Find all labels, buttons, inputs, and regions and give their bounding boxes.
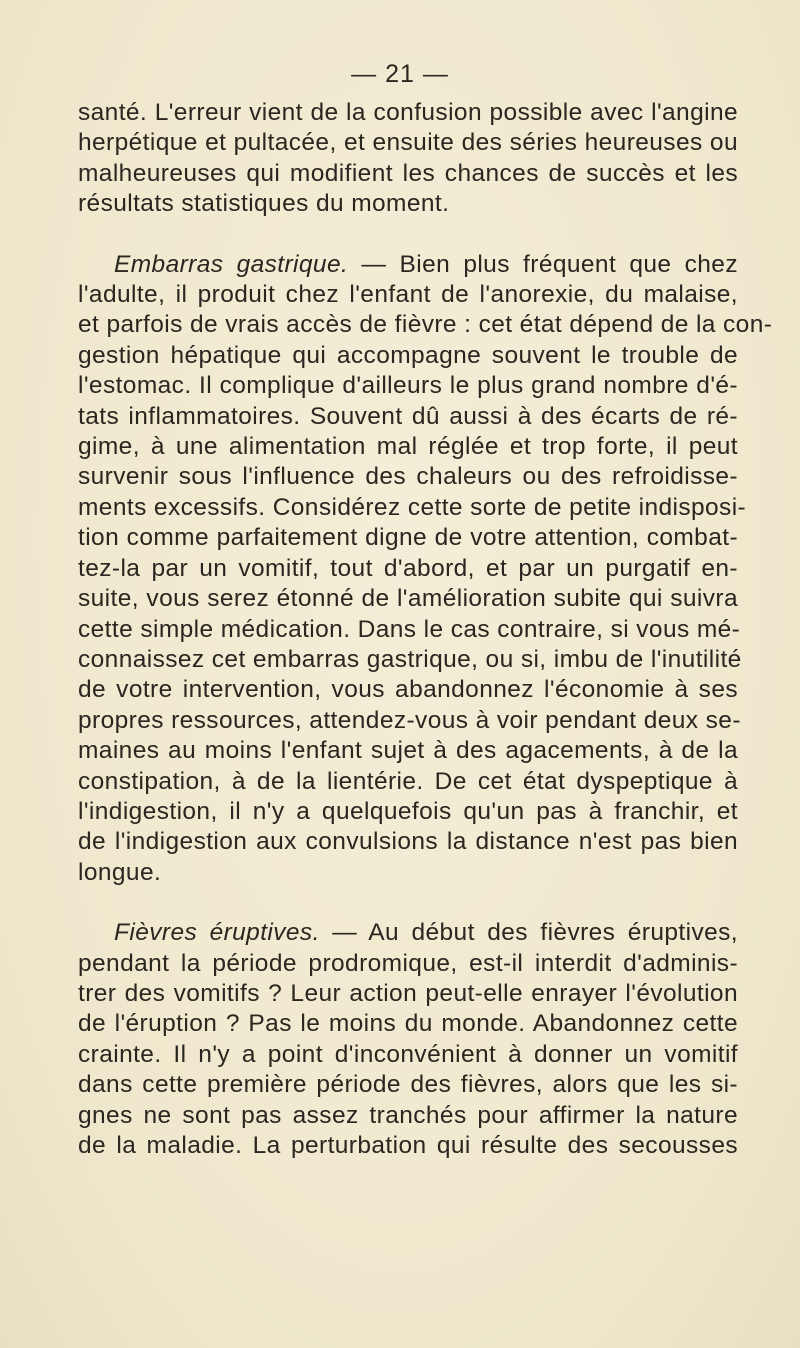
text-line: cette simple médication. Dans le cas contraire, si vous mé- bbox=[78, 615, 741, 643]
text-line-rest: — Bien plus fréquent que chez bbox=[348, 250, 738, 278]
text-line: gestion hépatique qui accompagne souvent le trouble de bbox=[78, 341, 738, 369]
text-line: tats inflammatoires. Souvent dû aussi à des écarts de ré- bbox=[78, 402, 738, 430]
section-title-embarras-gastrique: Embarras gastrique. bbox=[114, 250, 349, 278]
text-line: l'adulte, il produit chez l'enfant de l'anorexie, du malaise, bbox=[78, 281, 738, 309]
text-line: dans cette première période des fièvres, alors que les si- bbox=[78, 1071, 738, 1099]
text-line: pendant la période prodromique, est-il interdit d'adminis- bbox=[78, 949, 738, 977]
paragraph-1 bbox=[78, 98, 738, 220]
text-line-rest: — Au début des fièvres éruptives, bbox=[319, 919, 739, 947]
text-line: l'indigestion, il n'y a quelquefois qu'un pas à franchir, et bbox=[78, 797, 738, 825]
section-title-fievres-eruptives: Fièvres éruptives. bbox=[114, 919, 320, 947]
text-line: résultats statistiques du moment. bbox=[78, 190, 450, 218]
text-line: maines au moins l'enfant sujet à des agacements, à de la bbox=[78, 737, 738, 765]
text-line: herpétique et pultacée, et ensuite des séries heureuses ou bbox=[78, 129, 738, 157]
text-line: crainte. Il n'y a point d'inconvénient à donner un vomitif bbox=[78, 1040, 738, 1068]
text-line: ments excessifs. Considérez cette sorte de petite indisposi- bbox=[78, 493, 747, 521]
text-line: trer des vomitifs ? Leur action peut-elle enrayer l'évolution bbox=[78, 979, 738, 1007]
text-line: de votre intervention, vous abandonnez l'économie à ses bbox=[78, 676, 738, 704]
text-line bbox=[78, 918, 738, 948]
text-line: constipation, à de la lientérie. De cet état dyspeptique à bbox=[78, 767, 738, 795]
body-text bbox=[78, 98, 773, 1161]
text-line: de l'indigestion aux convulsions la distance n'est pas bien bbox=[78, 828, 738, 856]
text-line: longue. bbox=[78, 858, 162, 886]
text-line: gnes ne sont pas assez tranchés pour affirmer la nature bbox=[78, 1101, 738, 1129]
text-line: santé. L'erreur vient de la confusion possible avec l'angine bbox=[78, 99, 738, 126]
text-line: tez-la par un vomitif, tout d'abord, et par un purgatif en- bbox=[78, 554, 738, 582]
text-line: tion comme parfaitement digne de votre attention, combat- bbox=[78, 524, 738, 552]
text-line: survenir sous l'influence des chaleurs ou des refroidisse- bbox=[78, 463, 738, 491]
text-line: connaissez cet embarras gastrique, ou si, imbu de l'inutilité bbox=[78, 645, 742, 673]
text-line: de la maladie. La perturbation qui résulte des secousses bbox=[78, 1132, 738, 1159]
text-line: et parfois de vrais accès de fièvre : cet état dépend de la con- bbox=[78, 311, 773, 339]
paragraph-embarras-gastrique bbox=[78, 250, 773, 889]
page-number: — 21 — bbox=[351, 60, 449, 88]
text-line: malheureuses qui modifient les chances de succès et les bbox=[78, 159, 738, 187]
text-line: propres ressources, attendez-vous à voir pendant deux se- bbox=[78, 706, 741, 734]
text-line: gime, à une alimentation mal réglée et trop forte, il peut bbox=[78, 433, 738, 461]
text-line: de l'éruption ? Pas le moins du monde. Abandonnez cette bbox=[78, 1010, 738, 1038]
text-line: suite, vous serez étonné de l'amélioration subite qui suivra bbox=[78, 585, 738, 613]
paragraph-fievres-eruptives bbox=[78, 918, 738, 1161]
text-line: l'estomac. Il complique d'ailleurs le plus grand nombre d'é- bbox=[78, 372, 738, 400]
text-line bbox=[78, 250, 738, 280]
